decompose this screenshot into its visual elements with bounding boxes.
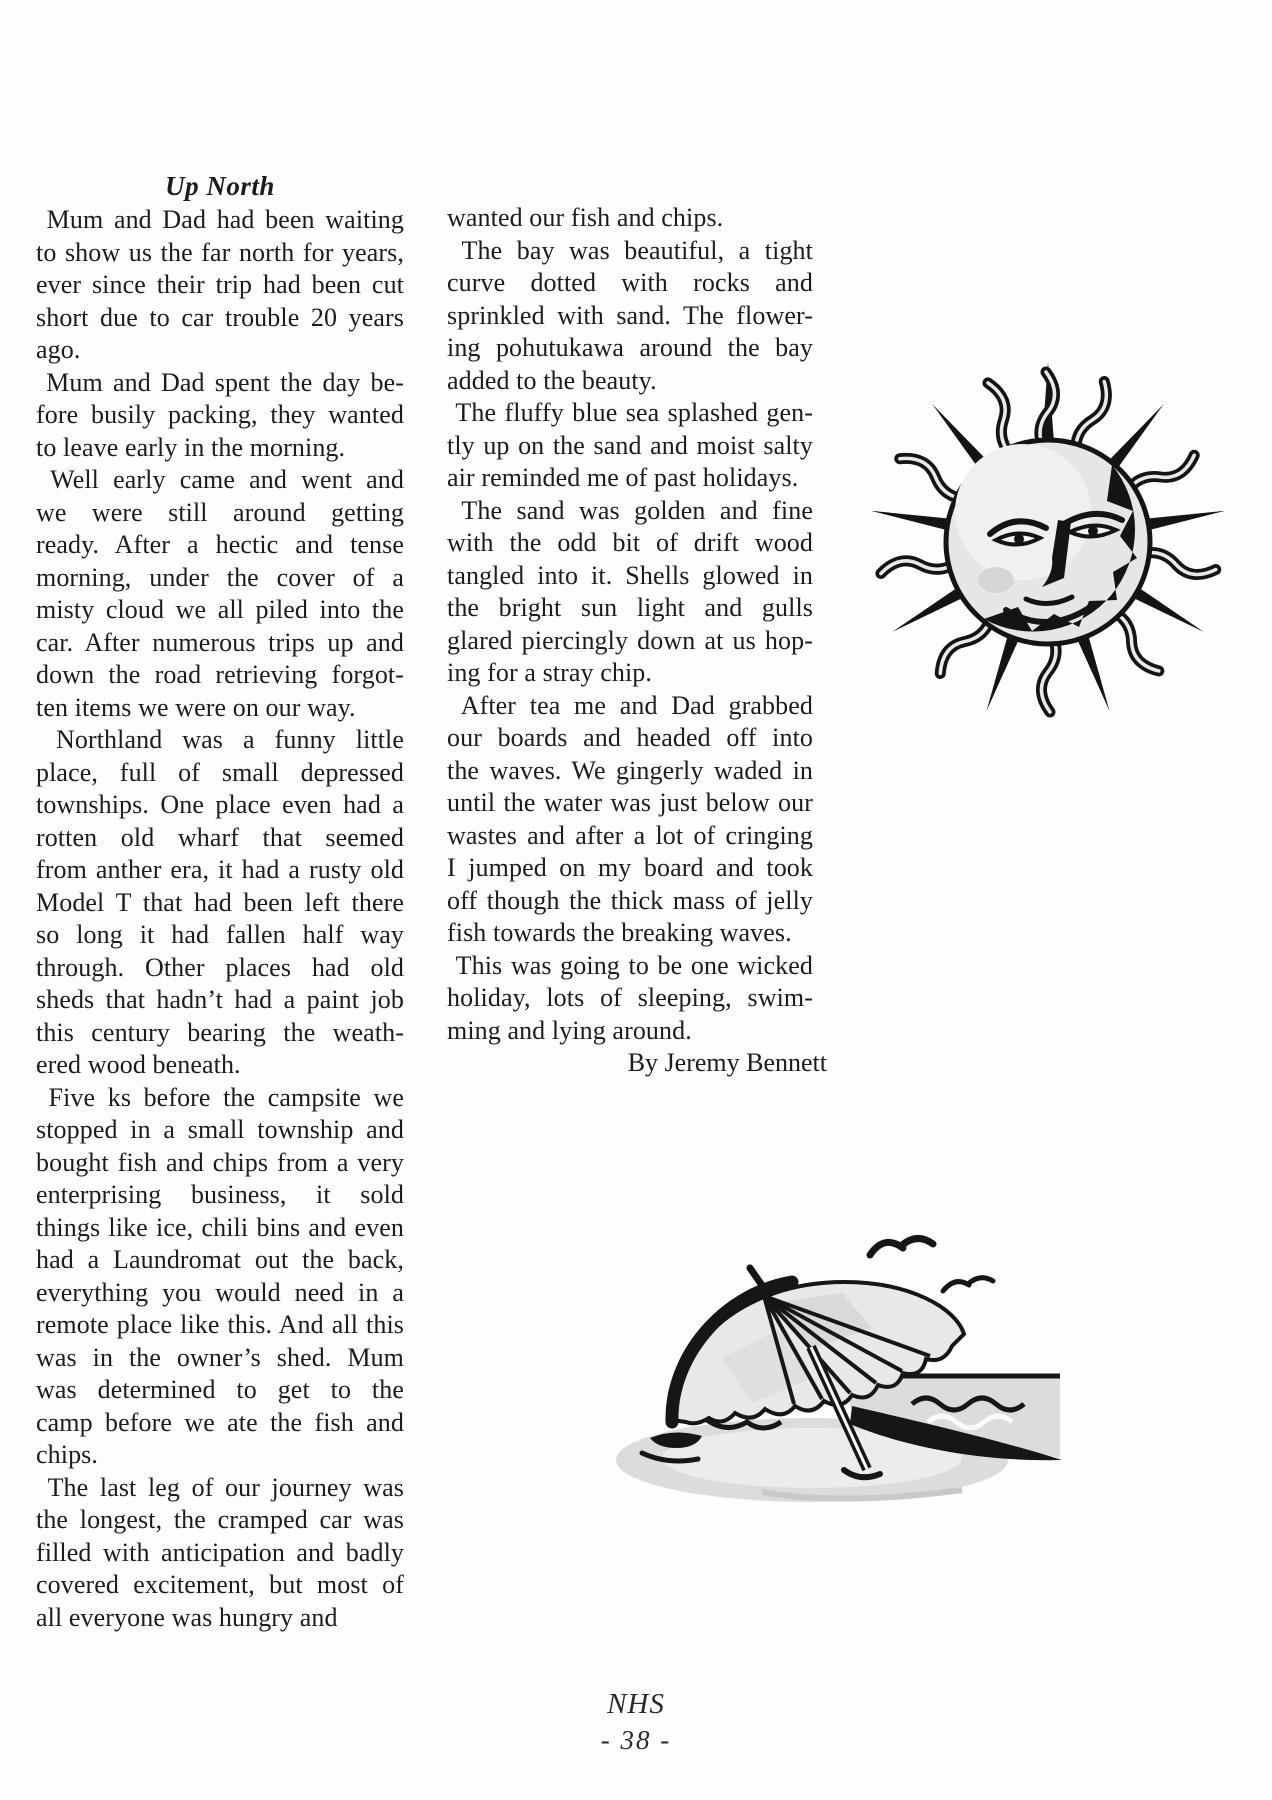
text-line: air reminded me of past holidays. — [447, 463, 799, 492]
text-line: The bay was beautiful, a tight — [447, 235, 813, 265]
text-line: Five ks before the campsite we — [36, 1082, 404, 1112]
text-line: we were still around getting — [36, 497, 404, 527]
text-line: After tea me and Dad grabbed — [447, 690, 813, 720]
text-line: tangled into it. Shells glowed in — [447, 560, 813, 590]
text-line: down the road retrieving forgot- — [36, 660, 404, 689]
right-column — [447, 202, 827, 1080]
left-column-text — [36, 204, 404, 1634]
page-footer — [0, 1686, 1272, 1758]
byline: By Jeremy Bennett — [627, 1048, 827, 1077]
text-line: This was going to be one wicked — [447, 950, 813, 980]
text-line: covered excitement, but most of — [36, 1570, 404, 1599]
text-line: Well early came and went and — [36, 465, 404, 494]
paragraph — [447, 495, 813, 690]
text-line: wastes and after a lot of cringing — [447, 820, 813, 850]
paragraph — [36, 724, 404, 1082]
page-number: - 38 - — [600, 1725, 672, 1755]
text-line: ered wood beneath. — [36, 1050, 241, 1079]
text-line: morning, under the cover of a — [36, 562, 404, 592]
paragraph — [447, 690, 813, 950]
text-line: stopped in a small township and — [36, 1115, 404, 1144]
text-line: Northland was a funny little — [36, 725, 404, 754]
paragraph — [36, 367, 404, 465]
text-line: was determined to get to the — [36, 1375, 404, 1404]
text-line: bought fish and chips from a very — [36, 1147, 404, 1177]
text-line: The last leg of our journey was — [36, 1472, 404, 1502]
text-line: our boards and headed off into — [447, 723, 813, 752]
story-title: Up North — [165, 171, 275, 201]
paragraph — [447, 235, 813, 398]
text-line: fish towards the breaking waves. — [447, 918, 792, 947]
sun-illustration — [858, 352, 1238, 732]
text-line: fore busily packing, they wanted — [36, 400, 404, 429]
text-line: The sand was golden and fine — [447, 495, 813, 525]
beach-umbrella-illustration — [612, 1208, 1067, 1508]
journal-name: NHS — [607, 1688, 665, 1720]
left-column — [36, 168, 404, 1634]
text-line: the waves. We gingerly waded in — [447, 755, 813, 785]
right-column-text — [447, 202, 813, 1047]
text-line: from anther era, it had a rusty old — [36, 855, 404, 884]
text-line: to show us the far north for years, — [36, 237, 404, 267]
text-line: remote place like this. And all this — [36, 1310, 404, 1339]
text-line: added to the beauty. — [447, 365, 657, 395]
paragraph — [36, 1082, 404, 1472]
text-line: Model T that had been left there — [36, 887, 404, 917]
text-line: chips. — [36, 1440, 98, 1469]
text-line: enterprising business, it sold — [36, 1180, 404, 1209]
paragraph — [36, 464, 404, 724]
text-line: through. Other places had old — [36, 952, 404, 982]
text-line: sprinkled with sand. The flower- — [447, 300, 813, 330]
paragraph — [447, 202, 813, 235]
text-line: I jumped on my board and took — [447, 853, 813, 882]
text-line: to leave early in the morning. — [36, 432, 346, 462]
sun-cheek — [978, 567, 1014, 593]
text-line: all everyone was hungry and — [36, 1602, 338, 1632]
text-line: sheds that hadn’t had a paint job — [36, 985, 404, 1014]
text-line: ing for a stray chip. — [447, 658, 652, 687]
sun-face — [946, 440, 1150, 644]
text-line: rotten old wharf that seemed — [36, 822, 404, 852]
text-line: ing pohutukawa around the bay — [447, 333, 813, 362]
text-line: everything you would need in a — [36, 1277, 404, 1307]
text-line: misty cloud we all piled into the — [36, 595, 404, 624]
text-line: this century bearing the weath- — [36, 1017, 404, 1047]
text-line: the bright sun light and gulls — [447, 593, 813, 622]
text-line: tly up on the sand and moist salty — [447, 430, 813, 460]
text-line: ten items we were on our way. — [36, 692, 356, 722]
text-line: filled with anticipation and badly — [36, 1537, 404, 1567]
text-line: ready. After a hectic and tense — [36, 530, 404, 559]
text-line: ever since their trip had been cut — [36, 270, 404, 299]
text-line: ming and lying around. — [447, 1015, 692, 1045]
text-line: The fluffy blue sea splashed gen- — [447, 398, 813, 427]
paragraph — [36, 204, 404, 367]
text-line: curve dotted with rocks and — [447, 268, 813, 297]
text-line: things like ice, chili bins and even — [36, 1212, 404, 1242]
text-line: until the water was just below our — [447, 788, 813, 817]
text-line: place, full of small depressed — [36, 757, 404, 787]
text-line: camp before we ate the fish and — [36, 1407, 404, 1437]
paragraph — [447, 950, 813, 1048]
text-line: short due to car trouble 20 years — [36, 302, 404, 332]
text-line: ago. — [36, 335, 81, 364]
text-line: Mum and Dad spent the day be- — [36, 367, 405, 397]
paragraph — [447, 397, 813, 495]
text-line: with the odd bit of drift wood — [447, 528, 813, 557]
text-line: off though the thick mass of jelly — [447, 885, 813, 915]
text-line: the longest, the cramped car was — [36, 1505, 404, 1534]
text-line: Mum and Dad had been waiting — [36, 205, 404, 234]
text-line: glared piercingly down at us hop- — [447, 625, 813, 655]
text-line: so long it had fallen half way — [36, 920, 404, 949]
text-line: wanted our fish and chips. — [447, 203, 724, 232]
text-line: holiday, lots of sleeping, swim- — [447, 983, 813, 1012]
seagull-icon — [870, 1238, 993, 1291]
text-line: townships. One place even had a — [36, 790, 404, 819]
text-line: was in the owner’s shed. Mum — [36, 1342, 404, 1372]
text-line: had a Laundromat out the back, — [36, 1245, 404, 1274]
text-line: car. After numerous trips up and — [36, 627, 404, 657]
paragraph — [36, 1472, 404, 1635]
